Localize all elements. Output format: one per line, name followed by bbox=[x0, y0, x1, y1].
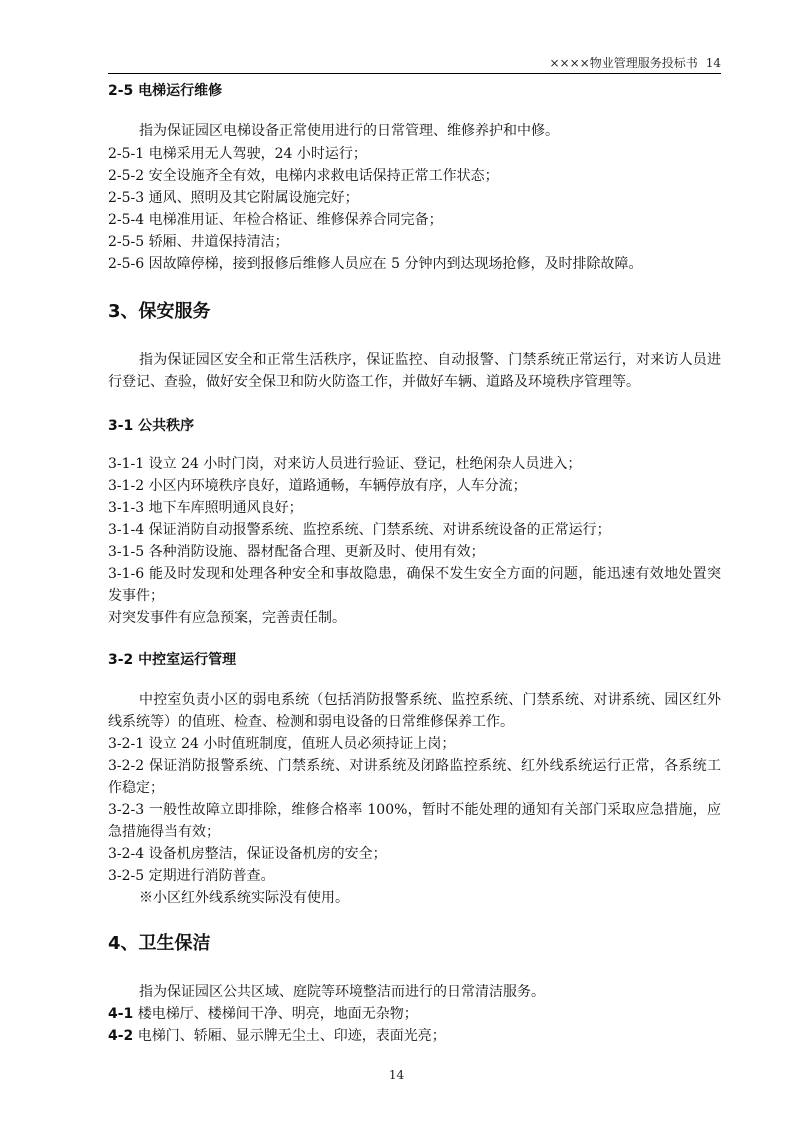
list-item: 3-1-1 设立 24 小时门岗，对来访人员进行验证、登记，杜绝闲杂人员进入； bbox=[108, 456, 582, 472]
section-heading-4: 4、卫生保洁 bbox=[108, 933, 211, 954]
list-item: 2-5-5 轿厢、井道保持清洁； bbox=[108, 234, 289, 250]
section-intro-3-2: 中控室负责小区的弱电系统（包括消防报警系统、监控系统、门禁系统、对讲系统、园区红外线系统等）的值班、检查、检测和弱电设备的日常维修保养工作。 bbox=[108, 692, 721, 730]
list-item: 2-5-3 通风、照明及其它附属设施完好； bbox=[108, 190, 359, 206]
list-item: 3-1-6 能及时发现和处理各种安全和事故隐患，确保不发生安全方面的问题，能迅速有效地处置突发事件； bbox=[108, 566, 721, 604]
list-item: 对突发事件有应急预案，完善责任制。 bbox=[108, 610, 346, 626]
item-number: 4-1 bbox=[108, 1006, 134, 1022]
item-text: 电梯门、轿厢、显示牌无尘土、印迹，表面光亮； bbox=[137, 1028, 446, 1044]
section-intro-3: 指为保证园区安全和正常生活秩序，保证监控、自动报警、门禁系统正常运行，对来访人员进行登记、查验，做好安全保卫和防火防盗工作，并做好车辆、道路及环境秩序管理等。 bbox=[108, 352, 721, 390]
list-item: 3-1-2 小区内环境秩序良好，道路通畅，车辆停放有序，人车分流； bbox=[108, 478, 527, 494]
list-item: 3-1-5 各种消防设施、器材配备合理、更新及时、使用有效； bbox=[108, 544, 485, 560]
section-intro-2-5: 指为保证园区电梯设备正常使用进行的日常管理、维修养护和中修。 bbox=[139, 123, 559, 139]
section-note: ※小区红外线系统实际没有使用。 bbox=[139, 890, 349, 906]
page-footer-number: 14 bbox=[388, 1068, 405, 1082]
list-item: 3-2-3 一般性故障立即排除，维修合格率 100%，暂时不能处理的通知有关部门采取应急措施，应急措施得当有效； bbox=[108, 802, 721, 840]
section-heading-3: 3、保安服务 bbox=[108, 301, 211, 322]
list-item: 3-1-4 保证消防自动报警系统、监控系统、门禁系统、对讲系统设备的正常运行； bbox=[108, 522, 611, 538]
list-item: 2-5-4 电梯准用证、年检合格证、维修保养合同完备； bbox=[108, 212, 443, 228]
section-heading-3-1: 3-1 公共秩序 bbox=[108, 418, 195, 434]
item-text: 楼电梯厅、楼梯间干净、明亮，地面无杂物； bbox=[137, 1006, 418, 1022]
section-heading-2-5: 2-5 电梯运行维修 bbox=[108, 83, 223, 99]
list-item: 2-5-2 安全设施齐全有效，电梯内求救电话保持正常工作状态； bbox=[108, 168, 499, 184]
list-item: 2-5-1 电梯采用无人驾驶，24 小时运行； bbox=[108, 146, 367, 162]
list-item: 3-2-2 保证消防报警系统、门禁系统、对讲系统及闭路监控系统、红外线系统运行正常，各系统工作稳定； bbox=[108, 758, 721, 796]
page-header bbox=[108, 54, 721, 74]
list-item bbox=[108, 1003, 721, 1025]
header-page-number: 14 bbox=[705, 56, 721, 70]
list-item: 3-2-4 设备机房整洁，保证设备机房的安全； bbox=[108, 846, 387, 862]
section-heading-3-2: 3-2 中控室运行管理 bbox=[108, 652, 237, 668]
section-intro-4: 指为保证园区公共区域、庭院等环境整洁而进行的日常清洁服务。 bbox=[139, 984, 545, 1000]
list-item: 3-2-1 设立 24 小时值班制度，值班人员必须持证上岗； bbox=[108, 736, 456, 752]
list-item bbox=[108, 1025, 721, 1047]
item-number: 4-2 bbox=[108, 1028, 134, 1044]
list-item: 3-2-5 定期进行消防普查。 bbox=[108, 868, 275, 884]
list-item: 3-1-3 地下车库照明通风良好； bbox=[108, 500, 303, 516]
list-item: 2-5-6 因故障停梯，接到报修后维修人员应在 5 分钟内到达现场抢修，及时排除故障。 bbox=[108, 256, 643, 272]
page-content bbox=[108, 78, 721, 1047]
header-title: ××××物业管理服务投标书 bbox=[549, 56, 698, 70]
